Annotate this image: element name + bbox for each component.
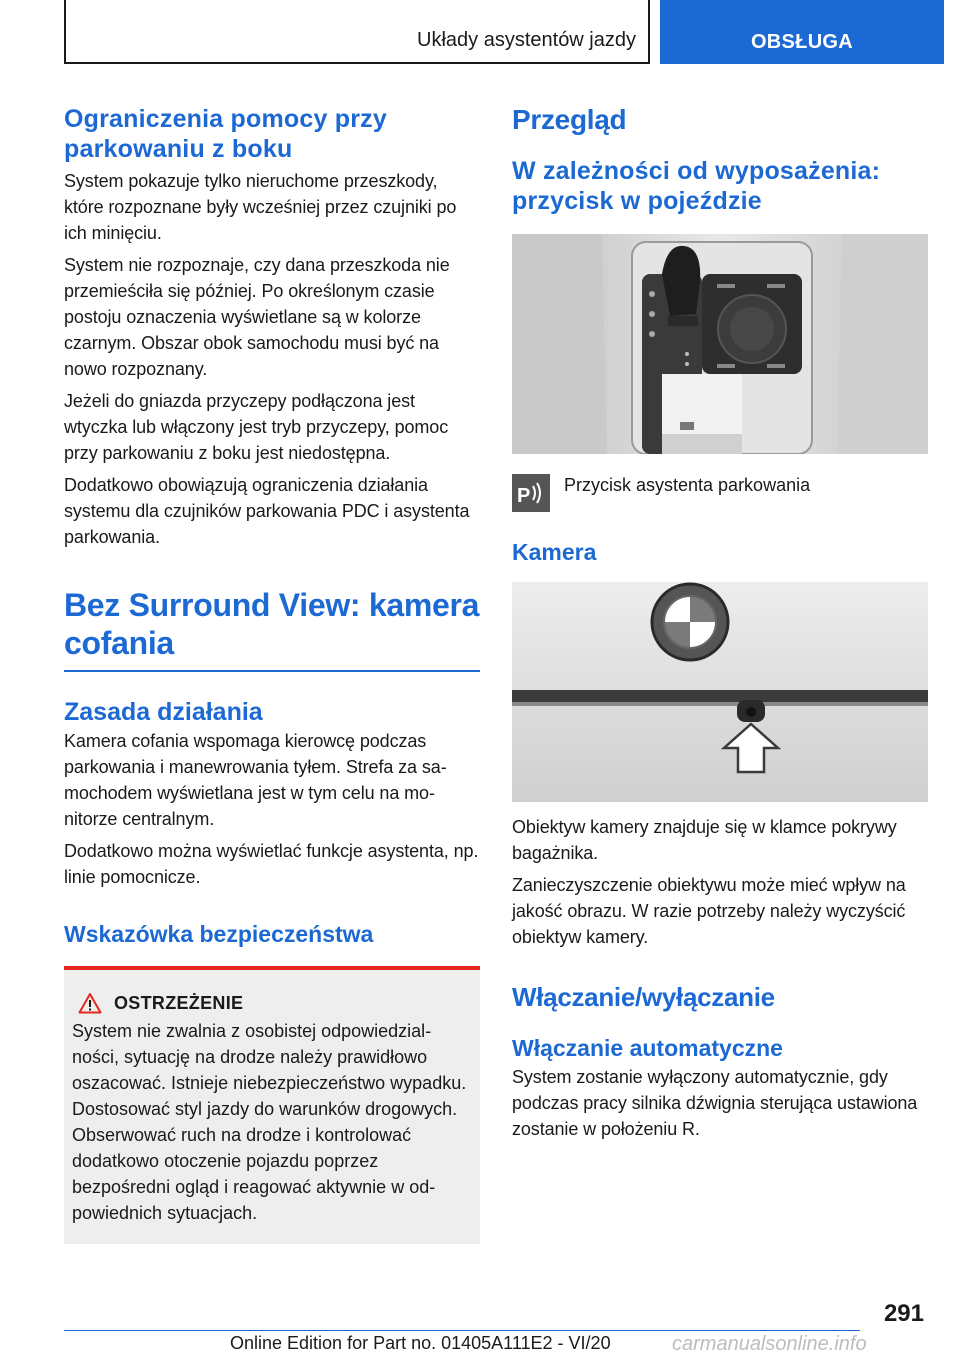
camera-heading: Kamera — [512, 539, 597, 565]
limits-paragraph-3: Jeżeli do gniazda przyczepy podłączona jest wtyczka lub włączony jest tryb przyczepy, pomoc przy parkowaniu z boku jest niedostępna. — [64, 391, 449, 463]
footer-rule — [64, 1330, 860, 1331]
principle-paragraph-1: Kamera cofania wspomaga kierowcę podczas parkowania i manewrowania tyłem. Strefa za samochodem wyświetlana jest w tym celu na monitorze centralnym. — [64, 731, 447, 829]
main-heading: Bez Surround View: kamera cofania — [64, 587, 480, 661]
left-column — [64, 104, 480, 1244]
chapter-title: Układy asystentów jazdy — [417, 29, 636, 51]
button-legend — [512, 474, 928, 512]
limits-paragraph-2: System nie rozpoznaje, czy dana przeszkoda nie przemieściła się później. Po określonym czasie postoju oznaczenia wyświetlane są w kolorze czarnym. Obszar obok samochodu musi być na nowo rozpoznany. — [64, 255, 450, 379]
principle-paragraph-2: Dodatkowo można wyświetlać funkcje asystenta, np. linie pomocnicze. — [64, 841, 479, 887]
auto-heading: Włączanie automatyczne — [512, 1035, 783, 1061]
warning-label: OSTRZEŻENIE — [114, 992, 244, 1013]
right-column — [512, 104, 928, 1142]
equipment-heading: W zależności od wyposażenia: przycisk w pojeździe — [512, 157, 881, 215]
auto-paragraph-1: System zostanie wyłączony automatycznie, gdy podczas pracy silnika dźwignia sterująca ustawiona zostanie w położeniu R. — [512, 1067, 918, 1139]
section-title: OBSŁUGA — [750, 31, 854, 53]
gear-selector-photo — [512, 234, 928, 454]
heading-rule — [64, 670, 480, 672]
footer-edition: Online Edition for Part no. 01405A111E2 - VI/20 — [230, 1333, 611, 1353]
svg-text:P: P — [517, 485, 531, 506]
camera-photo — [512, 582, 928, 802]
button-legend-text: Przycisk asystenta parkowania — [564, 475, 811, 495]
principle-heading: Zasada działania — [64, 698, 263, 726]
limits-heading: Ograniczenia pomocy przy parkowaniu z boku — [64, 105, 387, 163]
warning-header — [72, 992, 472, 1014]
safety-heading: Wskazówka bezpieczeństwa — [64, 921, 374, 947]
parking-assistant-button-icon — [512, 474, 550, 512]
warning-text: System nie zwalnia z osobistej odpowiedzialności, sytuację na drodze należy prawidłowo oszacować. Istnieje niebezpieczeństwo wypadku. Dostosować styl jazdy do warunków drogowych. Obserwować ruch na drodze i kontrolować dodatkowo otoczenie pojazdu poprzez bezpośredni ogląd i reagować aktywnie w odpowiednich sytuacjach. — [72, 1021, 467, 1223]
limits-paragraph-1: System pokazuje tylko nieruchome przeszkody, które rozpoznane były wcześniej przez czujniki po ich minięciu. — [64, 171, 457, 243]
camera-paragraph-1: Obiektyw kamery znajduje się w klamce pokrywy bagażnika. — [512, 817, 897, 863]
warning-box — [64, 970, 480, 1244]
onoff-heading: Włączanie/wyłączanie — [512, 982, 775, 1012]
overview-heading: Przegląd — [512, 104, 627, 135]
header-chapter-box — [64, 0, 650, 64]
warning-triangle-icon — [78, 992, 102, 1014]
page-number: 291 — [883, 1300, 924, 1327]
watermark: carmanualsonline.info — [672, 1333, 867, 1355]
header-section-tab — [660, 0, 944, 64]
camera-paragraph-2: Zanieczyszczenie obiektywu może mieć wpływ na jakość obrazu. W razie potrzeby należy wyczyścić obiektyw kamery. — [512, 875, 906, 947]
limits-paragraph-4: Dodatkowo obowiązują ograniczenia działania systemu dla czujników parkowania PDC i asystenta parkowania. — [64, 475, 470, 547]
